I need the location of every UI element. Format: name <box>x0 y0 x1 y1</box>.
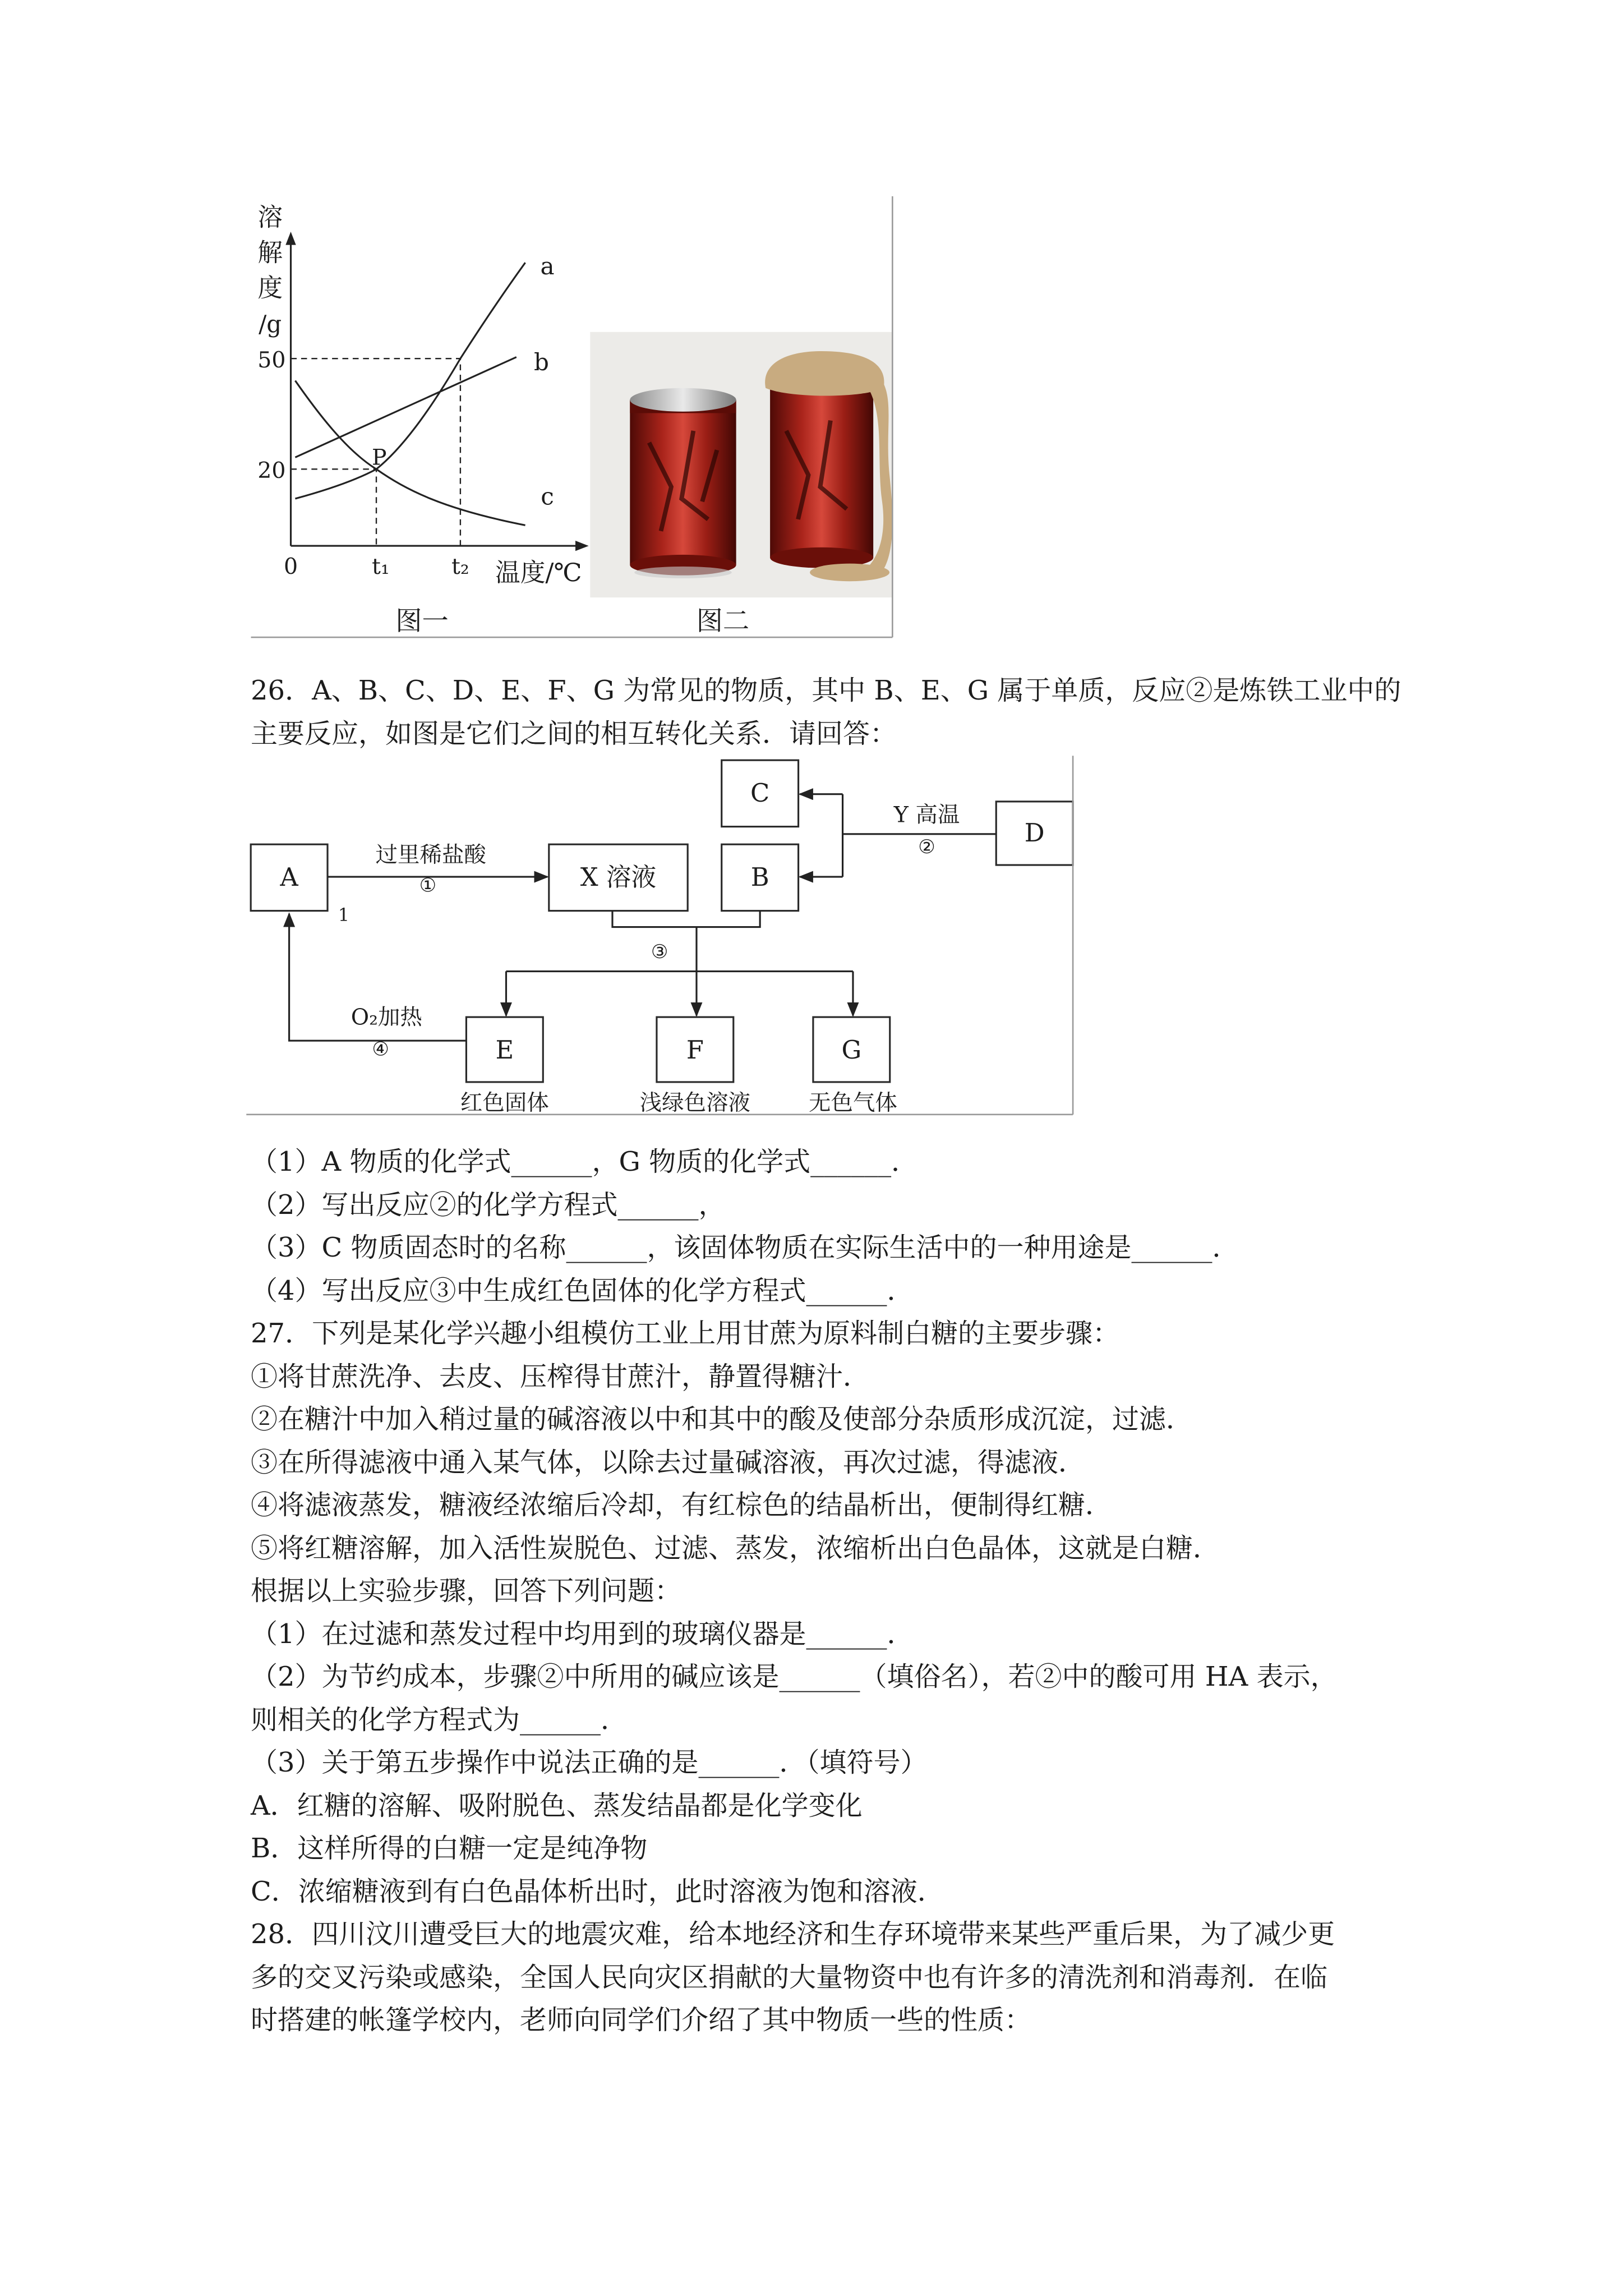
x-axis-arrow <box>575 541 589 551</box>
x-tick-0: 0 <box>283 554 298 580</box>
curve-label-b: b <box>534 348 549 376</box>
node-g-label: G <box>841 1034 862 1065</box>
node-x-label: X 溶液 <box>580 862 657 892</box>
q27-option-c: C．浓缩糖液到有白色晶体析出时，此时溶液为饱和溶液． <box>251 1875 944 1907</box>
node-c-label: C <box>750 777 770 808</box>
product-label-e: 红色固体 <box>460 1089 549 1116</box>
y-tick-20: 20 <box>257 458 286 484</box>
x-tick-t1: t₁ <box>372 554 390 580</box>
question-text-block <box>251 1140 1484 2042</box>
x-axis-label: 温度/℃ <box>495 558 582 588</box>
question-26-stem <box>251 669 1484 755</box>
y-tick-50: 50 <box>257 347 286 373</box>
node-e <box>466 1017 543 1082</box>
cola-cans-photo <box>590 332 892 637</box>
curve-b <box>295 357 516 458</box>
q28-stem-line: 28．四川汶川遭受巨大的地震灾难，给本地经济和生存环境带来某些严重后果，为了减少更 <box>251 1918 1335 1950</box>
q27-option-b: B．这样所得的白糖一定是纯净物 <box>251 1833 648 1864</box>
curve-label-a: a <box>540 252 555 280</box>
node-e-label: E <box>495 1034 514 1065</box>
q27-option-a: A．红糖的溶解、吸附脱色、蒸发结晶都是化学变化 <box>251 1789 863 1821</box>
reaction-4-number: ④ <box>372 1038 390 1061</box>
foam-puddle <box>810 564 889 582</box>
figure-graph-and-photo <box>251 192 900 642</box>
stray-mark: 1 <box>338 905 350 926</box>
q26-stem-line: 26．A、B、C、D、E、F、G 为常见的物质，其中 B、E、G 属于单质，反应②是炼铁工业中的 <box>251 675 1401 706</box>
q26-subquestion-1: （1）A 物质的化学式______，G 物质的化学式______． <box>251 1146 919 1177</box>
q26-stem-line: 主要反应，如图是它们之间的相互转化关系．请回答： <box>251 717 897 749</box>
node-f <box>657 1017 734 1082</box>
q26-subquestion-4: （4）写出反应③中生成红色固体的化学方程式______． <box>251 1274 914 1306</box>
node-a-label: A <box>280 862 298 892</box>
q27-subquestion-1: （1）在过滤和蒸发过程中均用到的玻璃仪器是______． <box>251 1618 914 1650</box>
node-g <box>813 1017 890 1082</box>
q26-subquestion-3: （3）C 物质固态时的名称______，该固体物质在实际生活中的一种用途是______． <box>251 1232 1239 1263</box>
q26-subquestion-2: （2）写出反应②的化学方程式______， <box>251 1189 726 1221</box>
q27-step-5: ⑤将红糖溶解，加入活性炭脱色、过滤、蒸发，浓缩析出白色晶体，这就是白糖． <box>251 1532 1220 1564</box>
curve-label-c: c <box>541 482 554 510</box>
q27-step-3: ③在所得滤液中通入某气体，以除去过量碱溶液，再次过滤，得滤液． <box>251 1446 1086 1478</box>
q27-subquestion-3: （3）关于第五步操作中说法正确的是______．（填符号） <box>251 1747 928 1778</box>
edge-x-b-merge <box>612 911 760 927</box>
figure-2-caption: 图二 <box>696 605 750 637</box>
q28-stem-line: 多的交叉污染或感染，全国人民向灾区捐献的大量物资中也有许多的清洗剂和消毒剂．在临 <box>251 1961 1328 1993</box>
q28-stem-line: 时搭建的帐篷学校内，老师向同学们介绍了其中物质一些的性质： <box>251 2004 1032 2036</box>
product-label-f: 浅绿色溶液 <box>639 1089 751 1116</box>
y-axis-label-char: 溶 <box>257 203 283 232</box>
figure-1-caption: 图一 <box>395 605 449 637</box>
y-axis-label-unit: /g <box>259 310 282 338</box>
dashed-guide-20 <box>291 469 377 546</box>
product-label-g: 无色气体 <box>809 1089 897 1116</box>
y-axis-label-char: 解 <box>257 238 283 268</box>
node-a <box>251 844 328 910</box>
q27-stem: 27．下列是某化学兴趣小组模仿工业上用甘蔗为原料制白糖的主要步骤： <box>251 1318 1120 1349</box>
y-axis-label-char: 度 <box>257 273 283 303</box>
reaction-3-number: ③ <box>651 940 668 963</box>
node-d-label: D <box>1024 817 1045 848</box>
reaction-4-reagent: O₂加热 <box>351 1004 422 1030</box>
q27-subquestion-2: （2）为节约成本，步骤②中所用的碱应该是______（填俗名），若②中的酸可用 HA 表示， <box>251 1661 1338 1692</box>
node-f-label: F <box>686 1034 704 1065</box>
node-c <box>722 760 799 826</box>
q27-subquestion-2-cont: 则相关的化学方程式为______． <box>251 1704 628 1736</box>
intact-can-image <box>630 388 736 578</box>
y-axis-arrow <box>285 232 296 245</box>
curve-c <box>295 381 525 526</box>
q26-transformation-diagram <box>243 753 1077 1122</box>
solubility-graph <box>257 203 588 636</box>
reaction-1-reagent: 过里稀盐酸 <box>375 841 486 868</box>
q27-step-4: ④将滤液蒸发，糖液经浓缩后冷却，有红棕色的结晶析出，便制得红糖． <box>251 1489 1113 1521</box>
node-b-label: B <box>750 862 769 892</box>
intersection-label-p: P <box>372 444 387 471</box>
q27-step-1: ①将甘蔗洗净、去皮、压榨得甘蔗汁，静置得糖汁． <box>251 1360 870 1392</box>
q27-step-2: ②在糖汁中加入稍过量的碱溶液以中和其中的酸及使部分杂质形成沉淀，过滤． <box>251 1404 1193 1435</box>
q27-prompt: 根据以上实验步骤，回答下列问题： <box>251 1575 682 1607</box>
node-x-solution <box>549 844 688 910</box>
reaction-2-number: ② <box>918 835 935 858</box>
node-d <box>996 802 1073 865</box>
node-b <box>722 844 799 910</box>
curve-a <box>295 263 525 499</box>
reaction-2-reagent: Y 高温 <box>893 802 960 828</box>
reaction-1-number: ① <box>419 874 437 897</box>
x-tick-t2: t₂ <box>451 554 469 580</box>
